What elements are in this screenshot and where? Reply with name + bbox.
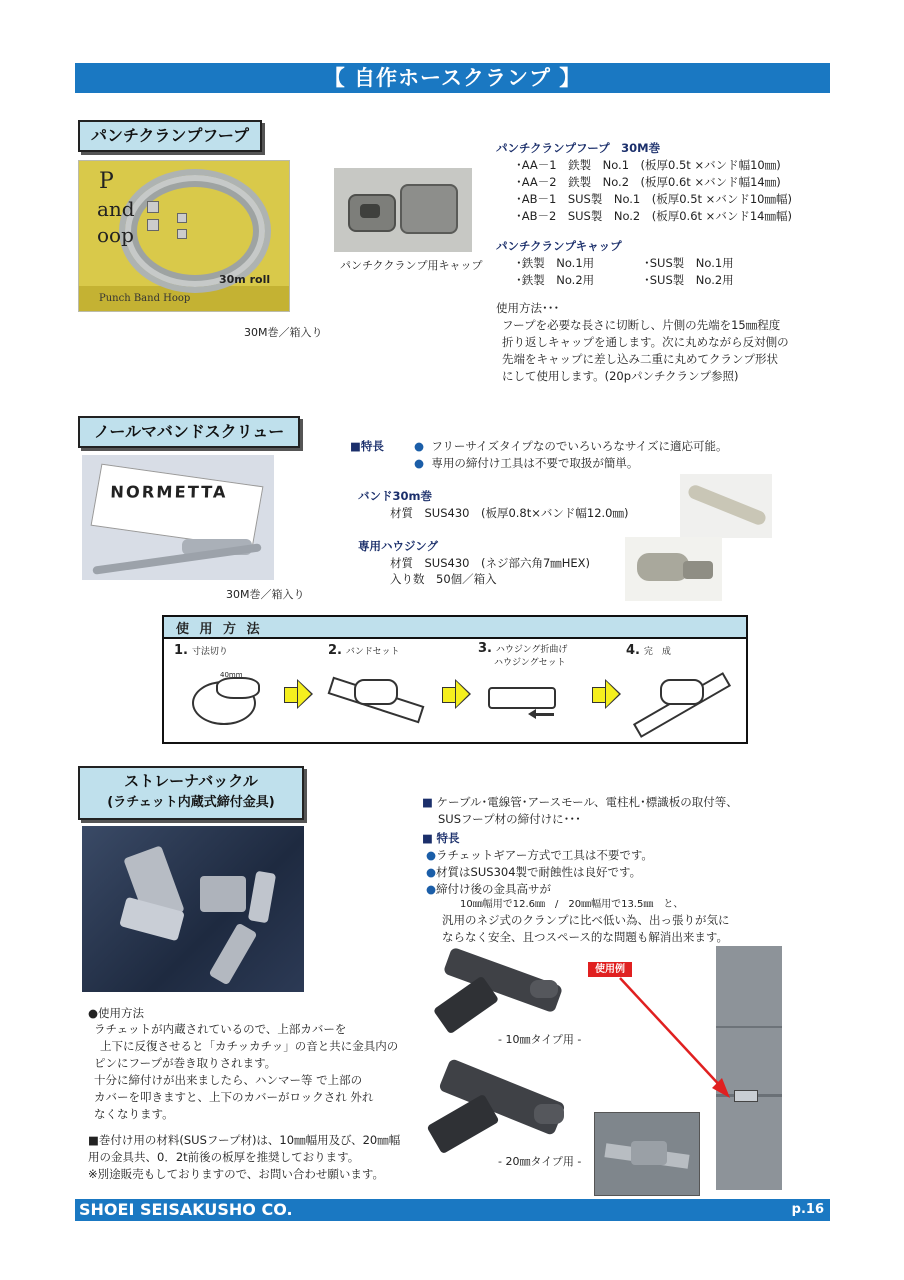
step-4-illustration xyxy=(626,665,736,733)
section-heading-text: パンチクランプフープ xyxy=(90,126,250,145)
strainer-feature-label xyxy=(422,830,460,847)
usage-line: 折り返しキャップを通します。次に丸めながら反対側の xyxy=(502,335,789,349)
housing-photo xyxy=(625,537,722,601)
feature-item: フリーサイズタイプなのでいろいろなサイズに適応可能。 xyxy=(431,439,728,453)
step-text: 完 成 xyxy=(643,647,671,657)
step-1-illustration xyxy=(186,667,276,731)
housing-qty: 入り数 50個／箱入 xyxy=(390,572,497,586)
bullet-icon: ● xyxy=(414,439,425,453)
step-2-illustration xyxy=(324,667,424,731)
usage-line: 上下に反復させると「カチッカチッ」の音と共に金具内の xyxy=(100,1039,399,1053)
section-heading-punch-clamp-hoop xyxy=(78,120,262,152)
feature-label-text: 特長 xyxy=(436,831,460,845)
feature-list xyxy=(414,438,727,472)
hoop-spec-item: ･AA－1 鉄製 No.1 (板厚0.5t ×バンド幅10㎜) xyxy=(516,158,781,172)
box-text-oop: oop xyxy=(97,223,134,247)
bullet-icon: ● xyxy=(426,882,437,896)
usage-line: フープを必要な長さに切断し、片側の先端を15㎜程度 xyxy=(502,318,781,332)
hoop-title: パンチクランプフープ 30M巻 xyxy=(496,141,661,155)
usage-line: ピンにフープが巻き取りされます。 xyxy=(94,1056,277,1070)
example-label-text: 使用例 xyxy=(595,964,625,975)
description-line: 汎用のネジ式のクランプに比べ低い為、出っ張りが気に xyxy=(442,913,730,927)
material-note xyxy=(88,1132,400,1183)
bullet-icon: ● xyxy=(426,865,437,879)
step-1-note: 40mm xyxy=(220,671,243,679)
punch-hoop-box-photo xyxy=(78,160,290,312)
intro-text xyxy=(422,794,738,828)
band-photo xyxy=(680,474,772,538)
hoop-spec-item: ･AB－2 SUS製 No.2 (板厚0.6t ×バンド14㎜幅) xyxy=(516,209,792,223)
material-line: 用の金具共、0．2t前後の板厚を推奨しております。 xyxy=(88,1150,360,1164)
band-spec: 材質 SUS430 (板厚0.8t×バンド幅12.0㎜) xyxy=(390,506,629,520)
normetta-brand-text: NORMETTA xyxy=(110,482,228,502)
section-heading-text: ノールマバンドスクリュー xyxy=(93,422,285,441)
strainer-usage-title: ●使用方法 xyxy=(88,1006,145,1020)
step-text: バンドセット xyxy=(345,647,400,657)
hoop-spec-item: ･AB－1 SUS製 No.1 (板厚0.5t ×バンド10㎜幅) xyxy=(516,192,792,206)
bullet-icon: ● xyxy=(426,848,437,862)
page-number: p.16 xyxy=(791,1202,824,1217)
punch-hoop-box-caption: 30M巻／箱入り xyxy=(244,326,323,339)
buckle-10mm-photo xyxy=(430,946,580,1032)
hoop-spec-item: ･AA－2 鉄製 No.2 (板厚0.6t ×バンド幅14㎜) xyxy=(516,175,781,189)
material-line: ■巻付け用の材料(SUSフープ材)は、10㎜幅用及び、20㎜幅 xyxy=(88,1133,401,1147)
step-1-label xyxy=(174,643,228,660)
page-title: 【 自作ホースクランプ 】 xyxy=(75,63,830,93)
usage-example-closeup-photo xyxy=(594,1112,700,1196)
square-bullet-icon: ■ xyxy=(422,831,433,845)
height-description xyxy=(442,912,730,946)
box-text-brand: Punch Band Hoop xyxy=(99,293,191,304)
cap-caption: パンチククランプ用キャップ xyxy=(340,259,483,272)
step-number: 2. xyxy=(328,643,342,658)
example-pointer-arrow-icon xyxy=(600,974,740,1104)
feature-item: 専用の締付け工具は不要で取扱が簡単。 xyxy=(431,456,639,470)
material-line: ※別途販売もしておりますので、お問い合わせ願います。 xyxy=(88,1167,384,1181)
cap-item: ･SUS製 No.2用 xyxy=(644,273,734,287)
height-line: 10㎜幅用で12.6㎜ / 20㎜幅用で13.5㎜ と、 xyxy=(460,899,684,910)
bullet-icon: ● xyxy=(414,456,425,470)
usage-line: カバーを叩きますと、上下のカバーがロックされ 外れ xyxy=(94,1090,374,1104)
section-heading-normetta xyxy=(78,416,300,448)
square-bullet-icon: ■ xyxy=(422,795,433,809)
usage-text xyxy=(502,317,789,385)
step-number: 4. xyxy=(626,643,640,658)
step-number: 3. xyxy=(478,641,492,656)
intro-line: SUSフープ材の締付けに･･･ xyxy=(438,812,581,826)
step-2-label xyxy=(328,643,400,660)
usage-line: 先端をキャップに差し込み二重に丸めてクランプ形状 xyxy=(502,352,778,366)
usage-line: ラチェットが内蔵されているので、上部カバーを xyxy=(94,1022,347,1036)
cap-item: ･SUS製 No.1用 xyxy=(644,256,734,270)
punch-clamp-cap-photo xyxy=(334,168,472,252)
caption-10mm: - 10㎜タイプ用 - xyxy=(498,1033,582,1046)
normetta-box-caption: 30M巻／箱入り xyxy=(226,588,305,601)
strainer-buckle-photo xyxy=(82,826,304,992)
box-text-p: P xyxy=(99,169,114,194)
step-number: 1. xyxy=(174,643,188,658)
cap-list-right xyxy=(644,255,734,289)
intro-line: ケーブル･電線管･アースモール、電柱札･標識板の取付等、 xyxy=(436,795,738,809)
caption-20mm: - 20㎜タイプ用 - xyxy=(498,1155,582,1168)
cap-item: ･鉄製 No.2用 xyxy=(516,273,595,287)
usage-line: なくなります。 xyxy=(94,1107,174,1121)
feature-item: ラチェットギアー方式で工具は不要です。 xyxy=(436,848,653,862)
step-text: 寸法切り xyxy=(191,647,228,657)
feature-label: ■特長 xyxy=(350,439,384,453)
howto-box xyxy=(162,615,748,744)
step-4-label xyxy=(626,643,671,660)
howto-heading-text: 使 用 方 法 xyxy=(176,622,263,637)
box-text-and: and xyxy=(97,197,135,221)
section-heading-text: ストレーナバックル xyxy=(124,772,258,790)
usage-line: 十分に締付けが出来ましたら、ハンマー等 で上部の xyxy=(94,1073,363,1087)
normetta-box-photo xyxy=(82,455,274,580)
step-3-illustration xyxy=(484,673,584,729)
cap-item: ･鉄製 No.1用 xyxy=(516,256,595,270)
usage-title: 使用方法･･･ xyxy=(496,301,560,315)
buckle-20mm-photo xyxy=(426,1068,586,1152)
section-heading-subtext: (ラチェット内蔵式締付金具) xyxy=(107,795,275,810)
strainer-feature-list xyxy=(426,847,653,898)
strainer-usage-text xyxy=(94,1021,398,1123)
housing-title: 専用ハウジング xyxy=(358,539,438,553)
hoop-spec-list xyxy=(516,157,792,225)
step-text: ハウジング折曲げ xyxy=(495,645,568,655)
box-text-roll: 30m roll xyxy=(219,273,271,286)
howto-heading xyxy=(164,617,746,639)
feature-item: 材質はSUS304製で耐蝕性は良好です。 xyxy=(436,865,642,879)
description-line: ならなく安全、且つスペース的な問題も解消出来ます。 xyxy=(442,930,729,944)
step-3-label2: ハウジングセット xyxy=(494,658,566,668)
cap-list-left xyxy=(516,255,594,289)
section-heading-strainer-buckle xyxy=(78,766,304,820)
footer-bar xyxy=(75,1199,830,1221)
usage-line: にして使用します。(20pパンチクランプ参照) xyxy=(502,369,739,383)
housing-spec: 材質 SUS430 (ネジ部六角7㎜HEX) xyxy=(390,556,591,570)
band-title: バンド30m巻 xyxy=(358,489,432,503)
cap-title: パンチクランプキャップ xyxy=(496,239,622,253)
feature-item: 締付け後の金具高サが xyxy=(436,882,552,896)
company-name: SHOEI SEISAKUSHO CO. xyxy=(79,1200,293,1219)
